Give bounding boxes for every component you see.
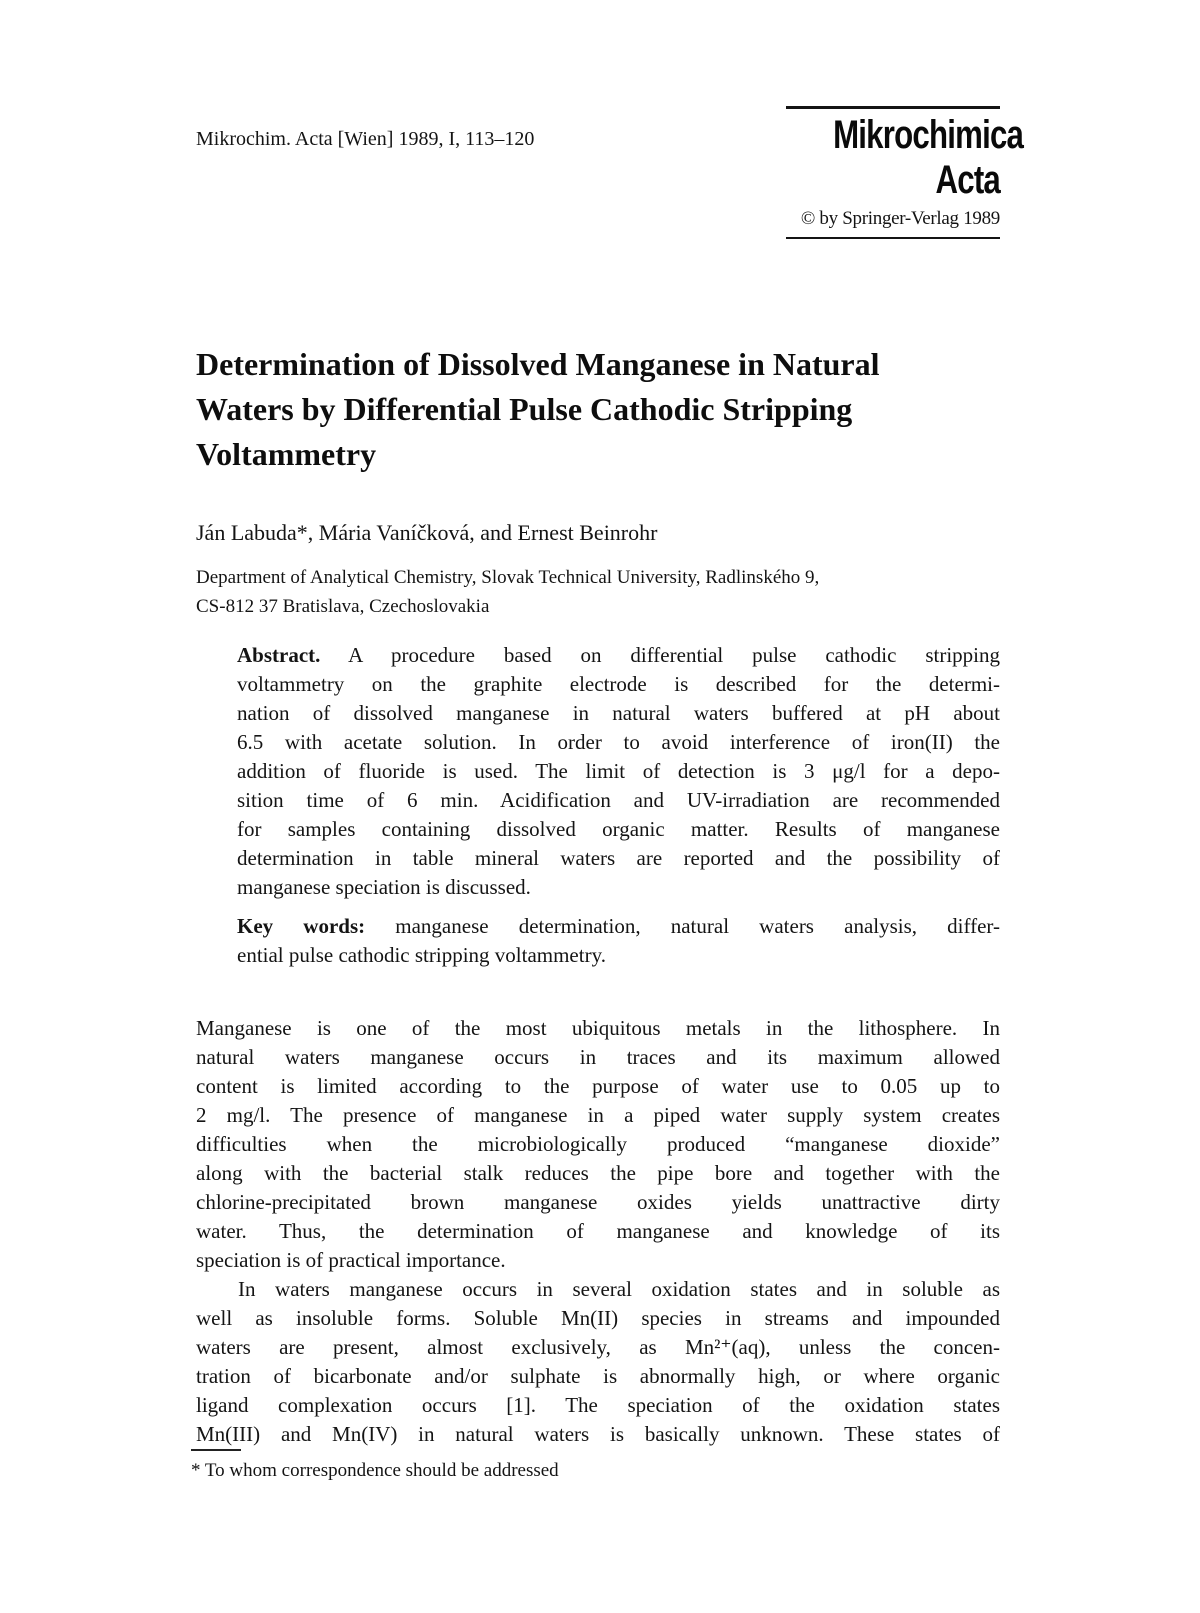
- abstract-section: [237, 641, 1000, 902]
- abstract-label: Abstract.: [237, 643, 321, 667]
- abstract-lines: [237, 670, 1000, 902]
- text-line: Voltammetry: [196, 436, 377, 472]
- text-line: tration of bicarbonate and/or sulphate is abnormally high, or where organic: [196, 1364, 1000, 1388]
- text-line: well as insoluble forms. Soluble Mn(II) species in streams and impounded: [196, 1306, 1000, 1330]
- text-line: Manganese is one of the most ubiquitous metals in the lithosphere. In: [196, 1016, 1000, 1040]
- body-paragraph-2: [196, 1275, 1000, 1449]
- text-line: Waters by Differential Pulse Cathodic Stripping: [196, 391, 853, 427]
- text-line: natural waters manganese occurs in traces and its maximum allowed: [196, 1045, 1000, 1069]
- text-line: chlorine-precipitated brown manganese oxides yields unattractive dirty: [196, 1190, 1000, 1214]
- article-title: [196, 342, 986, 477]
- logotype-line-1: Mikrochimica: [833, 113, 1024, 157]
- text-line: 6.5 with acetate solution. In order to avoid interference of iron(II) the: [237, 730, 1000, 754]
- text-line: addition of fluoride is used. The limit of detection is 3 μg/l for a depo-: [237, 759, 1000, 783]
- keywords-lines: [237, 941, 1000, 970]
- logotype-line-2: Acta: [935, 158, 1000, 202]
- text-line: In waters manganese occurs in several oxidation states and in soluble as: [238, 1277, 1000, 1301]
- text-line: manganese speciation is discussed.: [237, 875, 531, 899]
- keywords-first-line: [237, 912, 1000, 941]
- abstract-first-line-text: A procedure based on differential pulse cathodic stripping: [348, 643, 1000, 667]
- affiliation: [196, 563, 956, 621]
- text-line: Department of Analytical Chemistry, Slovak Technical University, Radlinského 9,: [196, 567, 820, 588]
- text-line: for samples containing dissolved organic matter. Results of manganese: [237, 817, 1000, 841]
- text-line: voltammetry on the graphite electrode is described for the determi-: [237, 672, 1000, 696]
- journal-logotype: [833, 113, 1024, 203]
- text-line: water. Thus, the determination of manganese and knowledge of its: [196, 1219, 1000, 1243]
- abstract-first-line: [237, 641, 1000, 670]
- footnote-rule: [191, 1449, 241, 1451]
- logo-rule-bottom: [786, 237, 1000, 239]
- journal-logo: [786, 106, 1024, 239]
- text-line: ligand complexation occurs [1]. The speciation of the oxidation states: [196, 1393, 1000, 1417]
- journal-citation: Mikrochim. Acta [Wien] 1989, I, 113–120: [196, 128, 535, 150]
- keywords-label: Key words:: [237, 914, 366, 938]
- logo-rule-top: [786, 106, 1000, 109]
- copyright-line: © by Springer-Verlag 1989: [800, 208, 1000, 229]
- keywords-first-line-text: manganese determination, natural waters analysis, differ-: [395, 914, 1000, 938]
- authors-line: Ján Labuda*, Mária Vaníčková, and Ernest Beinrohr: [196, 520, 658, 545]
- text-line: speciation is of practical importance.: [196, 1248, 506, 1272]
- text-line: sition time of 6 min. Acidification and UV-irradiation are recommended: [237, 788, 1000, 812]
- text-line: 2 mg/l. The presence of manganese in a piped water supply system creates: [196, 1103, 1000, 1127]
- text-line: Determination of Dissolved Manganese in Natural: [196, 346, 880, 382]
- text-line: nation of dissolved manganese in natural waters buffered at pH about: [237, 701, 1000, 725]
- text-line: waters are present, almost exclusively, as Mn²⁺(aq), unless the concen-: [196, 1335, 1000, 1359]
- footnote: * To whom correspondence should be addressed: [191, 1460, 559, 1481]
- text-line: difficulties when the microbiologically produced “manganese dioxide”: [196, 1132, 1000, 1156]
- text-line: Mn(III) and Mn(IV) in natural waters is basically unknown. These states of: [196, 1422, 1000, 1446]
- body-paragraph-1: [196, 1014, 1000, 1275]
- text-line: along with the bacterial stalk reduces the pipe bore and together with the: [196, 1161, 1000, 1185]
- text-line: content is limited according to the purpose of water use to 0.05 up to: [196, 1074, 1000, 1098]
- body-text: [196, 1014, 1000, 1449]
- text-line: ential pulse cathodic stripping voltammetry.: [237, 943, 606, 967]
- text-line: determination in table mineral waters are reported and the possibility of: [237, 846, 1000, 870]
- keywords-section: [237, 912, 1000, 970]
- text-line: CS-812 37 Bratislava, Czechoslovakia: [196, 596, 490, 617]
